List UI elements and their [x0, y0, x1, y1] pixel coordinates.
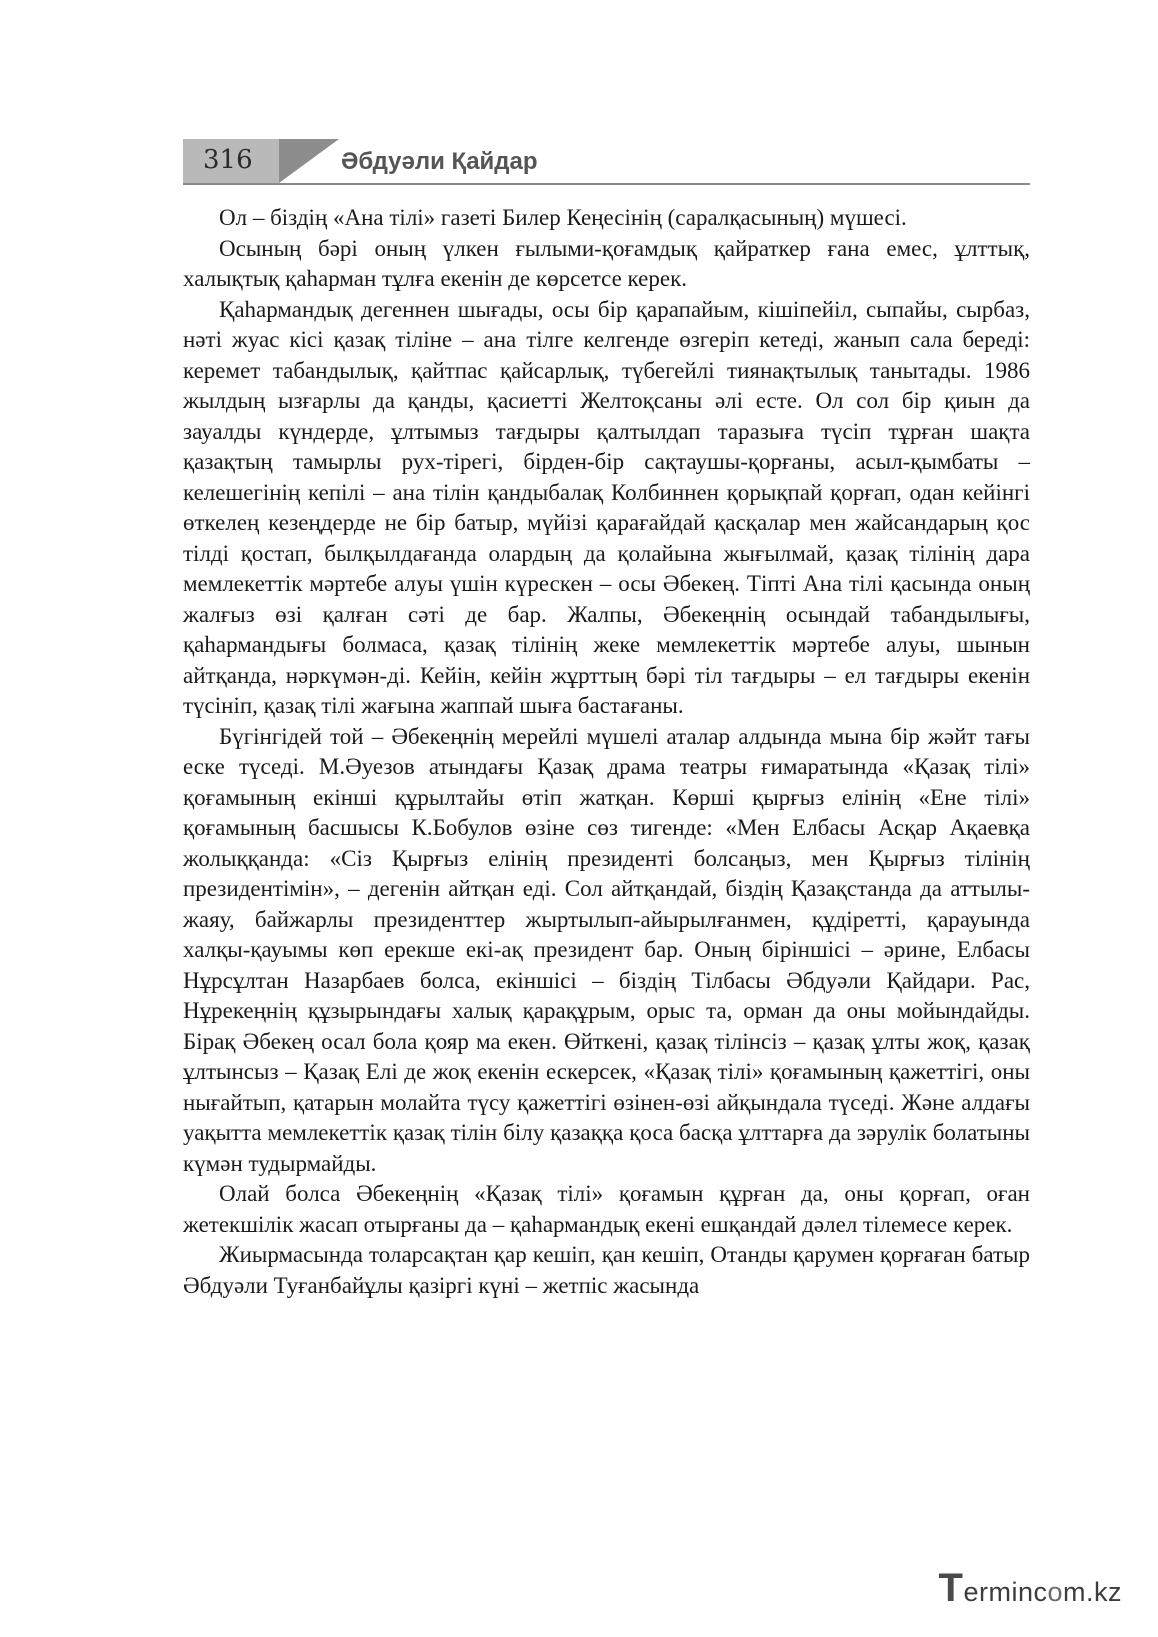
paragraph: Бүгінгідей той – Әбекеңнің мерейлі мүшелі аталар алдында мына бір жәйт тағы еске түседі. М.Әуезов атындағы Қазақ драма театры ғимаратында «Қазақ тілі» қоғамының екінші құрылтайы өтіп жатқан. Көрші қырғыз елінің «Ене тілі» қоғамының басшысы К.Бобулов өзіне сөз тигенде: «Мен Елбасы Асқар Ақаевқа жолыққанда: «Сіз Қырғыз елінің президенті болсаңыз, мен Қырғыз тілінің президентімін», – дегенін айтқан еді. Сол айтқандай, біздің Қазақстанда да аттылы-жаяу, байжарлы президенттер жыртылып-айырылғанмен, құдіретті, қарауында халқы-қауымы көп ерекше екі-ақ президент бар. Оның біріншісі – әрине, Елбасы Нұрсұлтан Назарбаев болса, екіншісі – біздің Тілбасы Әбдуәли Қайдари. Рас, Нұрекеңнің құзырындағы халық қарақұрым, орыс та, орман да оны мойындайды. Бірақ Әбекең осал бола қояр ма екен. Өйткені, қазақ тілінсіз – қазақ ұлты жоқ, қазақ ұлтынсыз – Қазақ Елі де жоқ екенін ескерсек, «Қазақ тілі» қоғамының қажеттігі, оны нығайтып, қатарын молайта түсу қажеттігі өзінен-өзі айқындала түседі. Және алдағы уақытта мемлекеттік қазақ тілін білу қазаққа қоса басқа ұлттарға да зәрулік болатыны күмән тудырмайды.: [183, 723, 1030, 1176]
header-rule: [183, 183, 1030, 185]
body-text: [183, 203, 1030, 1301]
paragraph: Жиырмасында толарсақтан қар кешіп, қан кешіп, Отанды қарумен қорғаған батыр Әбдуәли Туғанбайұлы қазіргі күні – жетпіс жасында: [183, 1242, 1030, 1298]
running-header: [183, 139, 1030, 189]
paragraph: Қаһармандық дегеннен шығады, осы бір қарапайым, кішіпейіл, сыпайы, сырбаз, нәті жуас кісі қазақ тіліне – ана тілге келгенде өзгеріп кетеді, жанып сала береді: керемет табандылық, қайтпас қайсарлық, түбегейлі тиянақтылық танытады. 1986 жылдың ызғарлы да қанды, қасиетті Желтоқсаны әлі есте. Ол сол бір қиын да зауалды күндерде, ұлтымыз тағдыры қалтылдап таразыға түсіп тұрған шақта қазақтың тамырлы рух-тірегі, бірден-бір сақтаушы-қорғаны, асыл-қымбаты – келешегінің кепілі – ана тілін қандыбалақ Колбиннен қорықпай қорғап, одан кейінгі өткелең кезеңдерде не бір батыр, мүйізі қарағайдай қасқалар мен жайсандарың қос тілді қостап, былқылдағанда олардың да қолайына жығылмай, қазақ тілінің дара мемлекеттік мәртебе алуы үшін күрескен – осы Әбекең. Тіпті Ана тілі қасында оның жалғыз өзі қалған сәті де бар. Жалпы, Әбекеңнің осындай табандылығы, қаһармандығы болмаса, қазақ тілінің жеке мемлекеттік мәртебе алуы, шынын айтқанда, нәркүмән-ді. Кейін, кейін жұрттың бәрі тіл тағдыры – ел тағдыры екенін түсініп, қазақ тілі жағына жаппай шыға бастағаны.: [183, 296, 1030, 718]
page-number: 316: [203, 145, 253, 175]
paragraph: Олай болса Әбекеңнің «Қазақ тілі» қоғамын құрған да, оны қорғап, оған жетекшілік жасап отырғаны да – қаһармандық екені ешқандай дәлел тілемесе керек.: [183, 1181, 1030, 1237]
header-wedge-decoration: [279, 139, 339, 183]
watermark-logo: Termincom.kz: [938, 1566, 1122, 1610]
running-header-title: Әбдуәли Қайдар: [341, 148, 538, 175]
paragraph: Ол – біздің «Ана тілі» газеті Билер Кеңесінің (саралқасының) мүшесі.: [219, 205, 907, 230]
paragraph: Осының бәрі оның үлкен ғылыми-қоғамдық қайраткер ғана емес, ұлттық, халықтық қаһарман тұлға екенін де көрсетсе керек.: [183, 235, 1030, 291]
page-number-box: [183, 139, 279, 183]
